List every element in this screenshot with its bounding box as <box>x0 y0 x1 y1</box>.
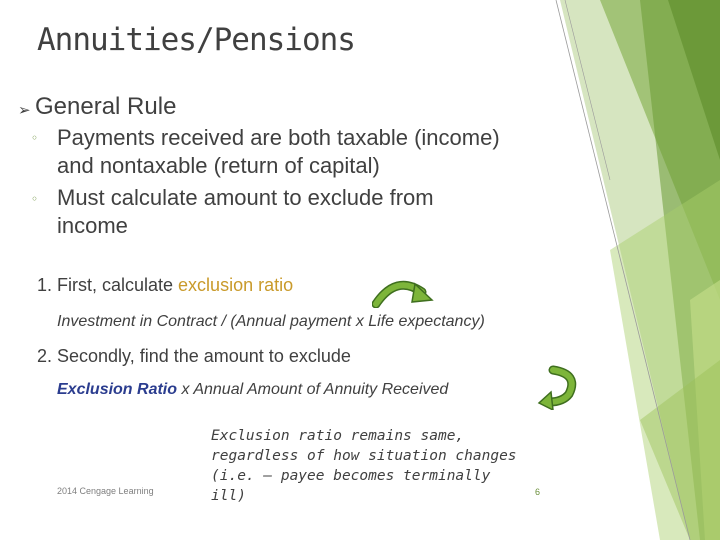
curved-arrow-down-icon <box>537 364 581 410</box>
exclusion-ratio-label: Exclusion Ratio <box>57 381 178 398</box>
step-1 <box>37 275 293 296</box>
formula-2-rest: x Annual Amount of Annuity Received <box>177 381 449 398</box>
circle-bullet-icon: ◦ <box>31 192 39 206</box>
slide-title: Annuities/Pensions <box>37 22 355 58</box>
page-number: 6 <box>535 487 541 497</box>
exclusion-ratio-term: exclusion ratio <box>178 275 294 295</box>
sub-bullet-2-line-1: Must calculate amount to exclude from <box>57 185 434 210</box>
arrow-bullet-icon: ➢ <box>18 101 31 119</box>
step-2: 2. Secondly, find the amount to exclude <box>37 346 351 366</box>
curved-arrow-right-icon <box>372 274 434 308</box>
sub-bullet-1-line-2: and nontaxable (return of capital) <box>57 153 380 178</box>
sub-bullet-2-line-2: income <box>57 213 128 238</box>
circle-bullet-icon: ◦ <box>31 131 39 145</box>
heading-general-rule: General Rule <box>35 93 177 120</box>
note-text: Exclusion ratio remains same, regardless of how situation changes (i.e. – payee becomes terminally ill) <box>211 428 517 504</box>
sub-bullet-1-line-1: Payments received are both taxable (income) <box>57 125 500 150</box>
formula-2 <box>57 381 448 399</box>
footer-copyright: 2014 Cengage Learning <box>57 486 154 496</box>
formula-1: Investment in Contract / (Annual payment x Life expectancy) <box>57 313 485 330</box>
step-1-text: 1. First, calculate <box>37 275 179 295</box>
